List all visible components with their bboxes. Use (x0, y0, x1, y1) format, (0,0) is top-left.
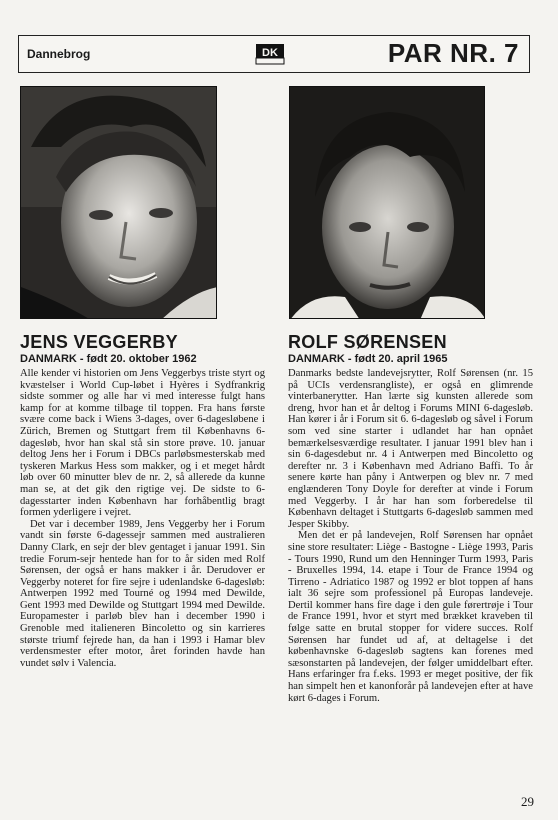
page-number: 29 (521, 794, 534, 809)
article-paragraph: Men det er på landevejen, Rolf Sørensen har opnået sine store resultater: Liège - Bastogne - Liège 1993, Paris - Tours 1990, Rund um den Henninger Turm 1993, Paris - Bruxelles 1994, 14. etape i Tour de France 1994 og Tirreno - Adriatico 1987 og 1992 er blot toppen af hans ialt 36 sejre som professionel på Europas landeveje. Dertil kommer hans fire dage i den gule førertrøje i Tour de France 1991, hvor et styrt med brækket kraveben til følge satte en brutal stopper for videre succes. Rolf Sørensen har fundet ud af, at deltagelse i det københavnske 6-dagesløb sagtens kan forenes med sæsonstarten på landevejen, der følger umiddelbart efter. Hans erfaringer fra f.eks. 1993 er meget positive, der fik han simpelt hen et kanonforår på landevejen efter at have kørt 6-dages i Forum. (288, 530, 533, 704)
right-article (288, 332, 533, 704)
article-body (288, 368, 533, 704)
portrait-photo-icon (290, 87, 485, 319)
rider-birth: DANMARK - født 20. april 1965 (288, 353, 448, 365)
right-photo (289, 86, 485, 319)
logo-text: DK (262, 47, 278, 59)
rider-birth: DANMARK - født 20. oktober 1962 (20, 353, 197, 365)
article-paragraph: Danmarks bedste landevejsrytter, Rolf Sørensen (nr. 15 på UCIs verdensrangliste), er også en glimrende vinterbanerytter. Han lærte sig kunsten allerede som dreng, hvor han et år deltog i Forums MINI 6-dagesløb. Han kører i år i Forum sit 6. 6-dagesløb og såvel i Forum som ved sine starter i udlandet har han opnået bemærkelsesværdige resultater. I januar 1991 blev han i sin 6-dagesdebut nr. 4 i Antwerpen med Bincoletto og derefter nr. 3 i København med Adriano Baffi. To år senere kørte han påny i Antwerpen og blev nr. 7 med englænderen Tony Doyle for derefter at vinde i Forum med Veggerby. I år har han som forberedelse til København deltaget i Stuttgarts 6-dagesløb sammen med Jesper Skibby. (288, 368, 533, 530)
left-article (20, 332, 265, 669)
portrait-photo-icon (21, 87, 217, 319)
article-body (20, 368, 265, 669)
article-paragraph: Det var i december 1989, Jens Veggerby her i Forum vandt sin første 6-dagessejr sammen med australieren Danny Clark, en sejr der blev gentaget i januar 1991. Sin tredie Forum-sejr hentede han for to år siden med Rolf Sørensen, der også er hans makker i år. Derudover er Veggerby noteret for fire sejre i udenlandske 6-dagesløb: Antwerpen 1992 med Tourné og 1994 med Dewilde, Gent 1993 med Dewilde og Stuttgart 1994 med Dewilde. Europamester i parløb blev han i december 1990 i Grenoble med italieneren Bincoletto og sin karrieres største triumf fejrede han, da han i 1993 i Hamar blev verdensmester efter motor, året forinden havde han vundet sølv i Valencia. (20, 518, 265, 669)
lotto-dk-logo (255, 42, 285, 66)
rider-name: ROLF SØRENSEN (288, 332, 447, 352)
left-photo (20, 86, 217, 319)
publication-label: Dannebrog (27, 47, 91, 61)
page-header (18, 35, 530, 73)
rider-name: JENS VEGGERBY (20, 332, 178, 352)
article-paragraph: Alle kender vi historien om Jens Veggerbys triste styrt og kvæstelser i World Cup-løbet i Hyères i Sydfrankrig sidste sommer og alle har vi med interesse fulgt hans kamp for at komme tilbage til toppen. Fra hans første svære come back i Wiens 3-dages, over 6-dagesløbene i Zürich, Bremen og Stuttgart frem til Københavns 6-dagesløb, hvor han skal stå sin store prøve. 10. januar deltog Jens her i Forum i DBCs parløbsmesterskab med tyskeren Markus Hess som makker, og i et meget hårdt løb over 60 minutter blev de nr. 2, så allerede da kunne man se, at det gik den rigtige vej. De sidste to 6-dagesstarter inden København har forhåbentlig bragt formen yderligere i vejret. (20, 368, 265, 519)
page-title: PAR NR. 7 (387, 38, 519, 68)
